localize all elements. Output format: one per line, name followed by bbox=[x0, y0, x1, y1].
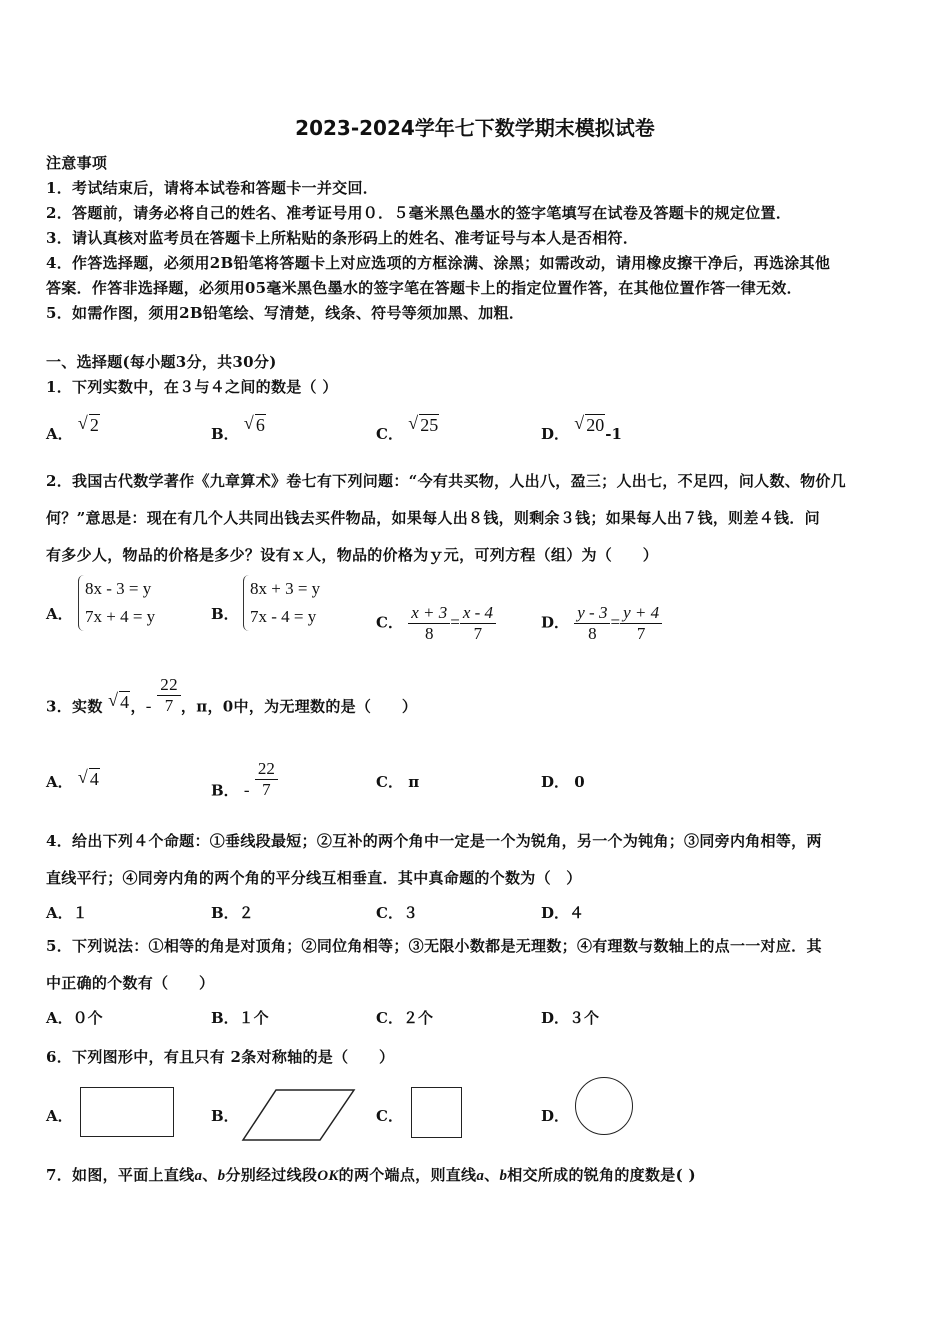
fraction: $\frac{22}{7}$ bbox=[157, 675, 181, 716]
question-2-line: 2．我国古代数学著作《九章算术》卷七有下列问题：“今有共买物，人出八，盈三；人出七，不足四，问人数、物价几 bbox=[46, 472, 846, 490]
sqrt-expression: √ 4 bbox=[77, 767, 99, 789]
option-label: A． bbox=[46, 773, 73, 791]
q4-option-d[interactable]: D．４ bbox=[541, 904, 585, 922]
fraction: $\frac{x + 3}{8}$ bbox=[408, 603, 450, 644]
equation: 8x - 3 = y bbox=[85, 579, 152, 598]
option-label: C． bbox=[376, 425, 403, 443]
q6-option-c-label[interactable]: C． bbox=[376, 1107, 403, 1125]
square-shape bbox=[411, 1087, 462, 1138]
q5-option-a[interactable]: A．０个 bbox=[46, 1009, 103, 1027]
option-label: D． bbox=[541, 773, 570, 791]
q1-option-b[interactable] bbox=[211, 413, 266, 444]
rectangle-shape bbox=[80, 1087, 174, 1137]
equation-system bbox=[243, 575, 320, 631]
q4-option-b[interactable]: B．２ bbox=[211, 904, 254, 922]
q5-option-d[interactable]: D．３个 bbox=[541, 1009, 600, 1027]
fraction: $\frac{y + 4}{7}$ bbox=[620, 603, 662, 644]
q3-option-b[interactable]: B． - $\frac{22}{7}$ bbox=[211, 771, 278, 812]
q6-option-b-label[interactable]: B． bbox=[211, 1107, 239, 1125]
q2-option-a-label[interactable]: A． bbox=[46, 605, 73, 623]
fraction: $\frac{22}{7}$ bbox=[255, 759, 278, 800]
question-4-line: 4．给出下列４个命题：①垂线段最短；②互补的两个角中一定是一个为锐角，另一个为钝角；③同旁内角相等，两 bbox=[46, 832, 822, 850]
notice-heading: 注意事项 bbox=[46, 154, 108, 172]
q1-option-d[interactable] bbox=[541, 413, 622, 444]
option-value: π bbox=[408, 773, 420, 791]
q6-option-d-label[interactable]: D． bbox=[541, 1107, 570, 1125]
q5-option-b[interactable]: B．１个 bbox=[211, 1009, 269, 1027]
option-label: A． bbox=[46, 425, 73, 443]
fraction: $\frac{x - 4}{7}$ bbox=[460, 603, 496, 644]
notice-item: 2．答题前，请务必将自己的姓名、准考证号用０．５毫米黑色墨水的签字笔填写在试卷及答题卡的规定位置． bbox=[46, 204, 792, 222]
sqrt-expression: √ 25 bbox=[408, 413, 439, 435]
option-label: C． bbox=[376, 773, 403, 791]
circle-shape bbox=[575, 1077, 633, 1135]
question-2-line: 何？”意思是：现在有几个人共同出钱去买件物品，如果每人出８钱，则剩余３钱；如果每人出７钱，则差４钱．问 bbox=[46, 509, 820, 527]
q1-option-a[interactable] bbox=[46, 413, 100, 444]
question-5-line: 中正确的个数有（ ） bbox=[46, 974, 215, 992]
notice-item: 答案．作答非选择题，必须用05毫米黑色墨水的签字笔在答题卡上的指定位置作答，在其他位置作答一律无效． bbox=[46, 279, 802, 297]
question-5-line: 5．下列说法：①相等的角是对顶角；②同位角相等；③无限小数都是无理数；④有理数与数轴上的点一一对应．其 bbox=[46, 937, 822, 955]
equation: 8x + 3 = y bbox=[250, 579, 321, 598]
q3-option-c[interactable] bbox=[376, 771, 419, 792]
equation: 7x - 4 = y bbox=[250, 607, 317, 626]
option-value: 0 bbox=[574, 773, 585, 791]
q2-option-d[interactable] bbox=[541, 603, 662, 644]
q3-option-a[interactable] bbox=[46, 767, 100, 792]
q3-option-d[interactable] bbox=[541, 771, 585, 792]
sqrt-expression: √ 4 bbox=[108, 689, 130, 712]
equals-sign: = bbox=[610, 612, 621, 632]
page-title: 2023-2024学年七下数学期末模拟试卷 bbox=[295, 116, 655, 140]
q4-option-c[interactable]: C．３ bbox=[376, 904, 418, 922]
question-1-stem: 1．下列实数中，在３与４之间的数是（ ） bbox=[46, 378, 338, 396]
option-label: B． bbox=[211, 781, 239, 800]
question-3-stem: 3．实数 √ 4，- $\frac{22}{7}$ ，π，0中，为无理数的是（ ） bbox=[46, 675, 418, 716]
q2-option-c[interactable] bbox=[376, 603, 496, 644]
option-label: D． bbox=[541, 425, 570, 443]
question-6-stem: 6．下列图形中，有且只有 2条对称轴的是（ ） bbox=[46, 1048, 395, 1066]
notice-item: 1．考试结束后，请将本试卷和答题卡一并交回． bbox=[46, 179, 379, 197]
sqrt-expression: √ 20 bbox=[574, 413, 605, 435]
parallelogram-shape bbox=[240, 1088, 356, 1142]
q2-option-b-label[interactable]: B． bbox=[211, 605, 239, 623]
question-4-line: 直线平行；④同旁内角的两个角的平分线互相垂直．其中真命题的个数为（ ） bbox=[46, 869, 582, 887]
equation-system bbox=[78, 575, 155, 631]
fraction: $\frac{y - 3}{8}$ bbox=[574, 603, 610, 644]
equation: 7x + 4 = y bbox=[85, 607, 156, 626]
sqrt-expression: √ 2 bbox=[77, 413, 99, 435]
equals-sign: = bbox=[450, 612, 460, 632]
sqrt-expression: √ 6 bbox=[243, 413, 265, 435]
section-heading: 一、选择题(每小题3分，共30分) bbox=[46, 353, 277, 371]
notice-item: 3．请认真核对监考员在答题卡上所粘贴的条形码上的姓名、准考证号与本人是否相符． bbox=[46, 229, 639, 247]
notice-item: 4．作答选择题，必须用2B铅笔将答题卡上对应选项的方框涂满、涂黑；如需改动，请用橡皮擦干净后，再选涂其他 bbox=[46, 254, 831, 272]
q5-option-c[interactable]: C．２个 bbox=[376, 1009, 433, 1027]
question-2-line: 有多少人，物品的价格是多少？设有ｘ人，物品的价格为ｙ元，可列方程（组）为（ ） bbox=[46, 546, 659, 564]
option-suffix: -1 bbox=[605, 425, 622, 443]
q4-option-a[interactable]: A．１ bbox=[46, 904, 88, 922]
notice-item: 5．如需作图，须用2B铅笔绘、写清楚，线条、符号等须加黑、加粗． bbox=[46, 304, 525, 322]
option-label: B． bbox=[211, 425, 239, 443]
q6-option-a-label[interactable]: A． bbox=[46, 1107, 73, 1125]
question-7-stem: 7．如图，平面上直线a、b分别经过线段OK的两个端点，则直线a、b相交所成的锐角的度数是( ) bbox=[46, 1166, 696, 1184]
q1-option-c[interactable] bbox=[376, 413, 439, 444]
option-label: D． bbox=[541, 613, 570, 632]
option-label: C． bbox=[376, 613, 403, 632]
